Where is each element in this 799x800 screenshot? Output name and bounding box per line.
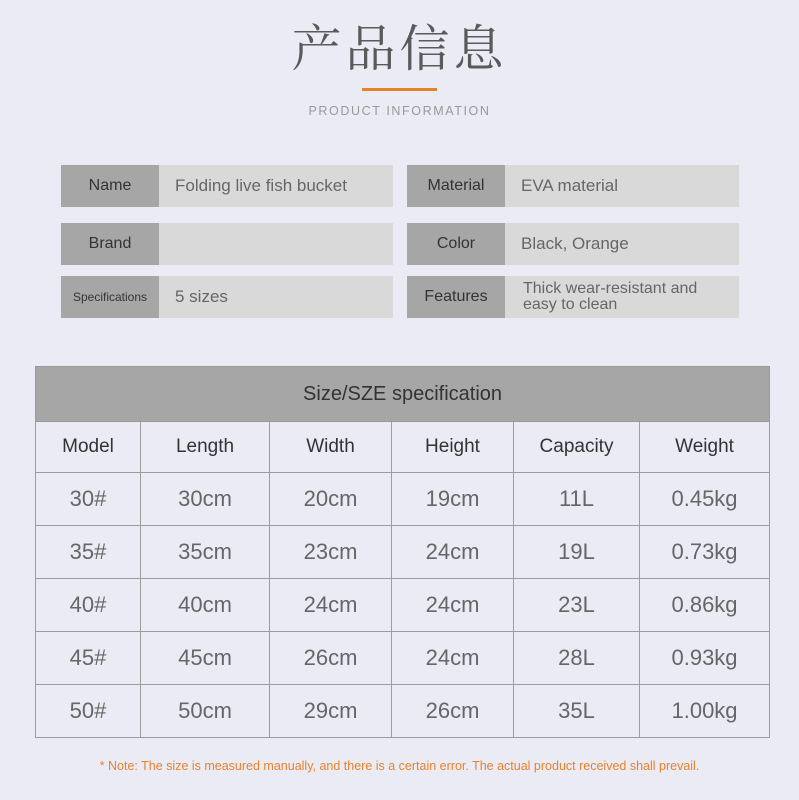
- cell-height: 24cm: [392, 526, 514, 579]
- info-label-material: Material: [407, 165, 505, 207]
- info-specifications: [61, 276, 393, 318]
- cell-length: 40cm: [141, 579, 270, 632]
- info-label-features: Features: [407, 276, 505, 318]
- cell-capacity: 35L: [514, 685, 640, 738]
- cell-length: 45cm: [141, 632, 270, 685]
- cell-width: 23cm: [270, 526, 392, 579]
- page-subtitle: PRODUCT INFORMATION: [308, 104, 491, 118]
- cell-length: 35cm: [141, 526, 270, 579]
- cell-weight: 1.00kg: [640, 685, 770, 738]
- cell-capacity: 28L: [514, 632, 640, 685]
- table-caption: Size/SZE specification: [36, 367, 770, 422]
- cell-width: 29cm: [270, 685, 392, 738]
- column-header: Capacity: [514, 422, 640, 473]
- info-value-material: EVA material: [505, 165, 739, 207]
- info-color: [407, 223, 739, 265]
- cell-weight: 0.93kg: [640, 632, 770, 685]
- info-features: [407, 276, 739, 318]
- info-value-name: Folding live fish bucket: [159, 165, 393, 207]
- cell-weight: 0.45kg: [640, 473, 770, 526]
- info-value-color: Black, Orange: [505, 223, 739, 265]
- cell-weight: 0.73kg: [640, 526, 770, 579]
- column-header: Weight: [640, 422, 770, 473]
- info-material: [407, 165, 739, 207]
- table-row: [36, 526, 770, 579]
- cell-width: 20cm: [270, 473, 392, 526]
- cell-height: 26cm: [392, 685, 514, 738]
- table-row: [36, 685, 770, 738]
- info-label-brand: Brand: [61, 223, 159, 265]
- measurement-note: * Note: The size is measured manually, and there is a certain error. The actual product received shall prevail.: [99, 759, 700, 773]
- info-value-brand: [159, 223, 393, 265]
- table-row: [36, 632, 770, 685]
- info-brand: [61, 223, 393, 265]
- cell-capacity: 19L: [514, 526, 640, 579]
- cell-model: 30#: [36, 473, 141, 526]
- title-divider: [362, 88, 437, 91]
- cell-model: 50#: [36, 685, 141, 738]
- column-header: Height: [392, 422, 514, 473]
- table-row: [36, 579, 770, 632]
- cell-model: 35#: [36, 526, 141, 579]
- cell-capacity: 11L: [514, 473, 640, 526]
- cell-width: 24cm: [270, 579, 392, 632]
- cell-height: 19cm: [392, 473, 514, 526]
- info-label-specifications: Specifications: [61, 276, 159, 318]
- table-header-row: [36, 422, 770, 473]
- page-title-chinese: 产品信息: [291, 20, 508, 78]
- info-label-name: Name: [61, 165, 159, 207]
- column-header: Width: [270, 422, 392, 473]
- size-specification-table: [35, 366, 770, 738]
- cell-length: 30cm: [141, 473, 270, 526]
- cell-length: 50cm: [141, 685, 270, 738]
- cell-capacity: 23L: [514, 579, 640, 632]
- cell-height: 24cm: [392, 632, 514, 685]
- info-name: [61, 165, 393, 207]
- table-row: [36, 473, 770, 526]
- cell-model: 45#: [36, 632, 141, 685]
- cell-height: 24cm: [392, 579, 514, 632]
- cell-weight: 0.86kg: [640, 579, 770, 632]
- cell-width: 26cm: [270, 632, 392, 685]
- info-value-specifications: 5 sizes: [159, 276, 393, 318]
- info-label-color: Color: [407, 223, 505, 265]
- info-value-features: Thick wear-resistant and easy to clean: [505, 276, 739, 318]
- column-header: Model: [36, 422, 141, 473]
- cell-model: 40#: [36, 579, 141, 632]
- column-header: Length: [141, 422, 270, 473]
